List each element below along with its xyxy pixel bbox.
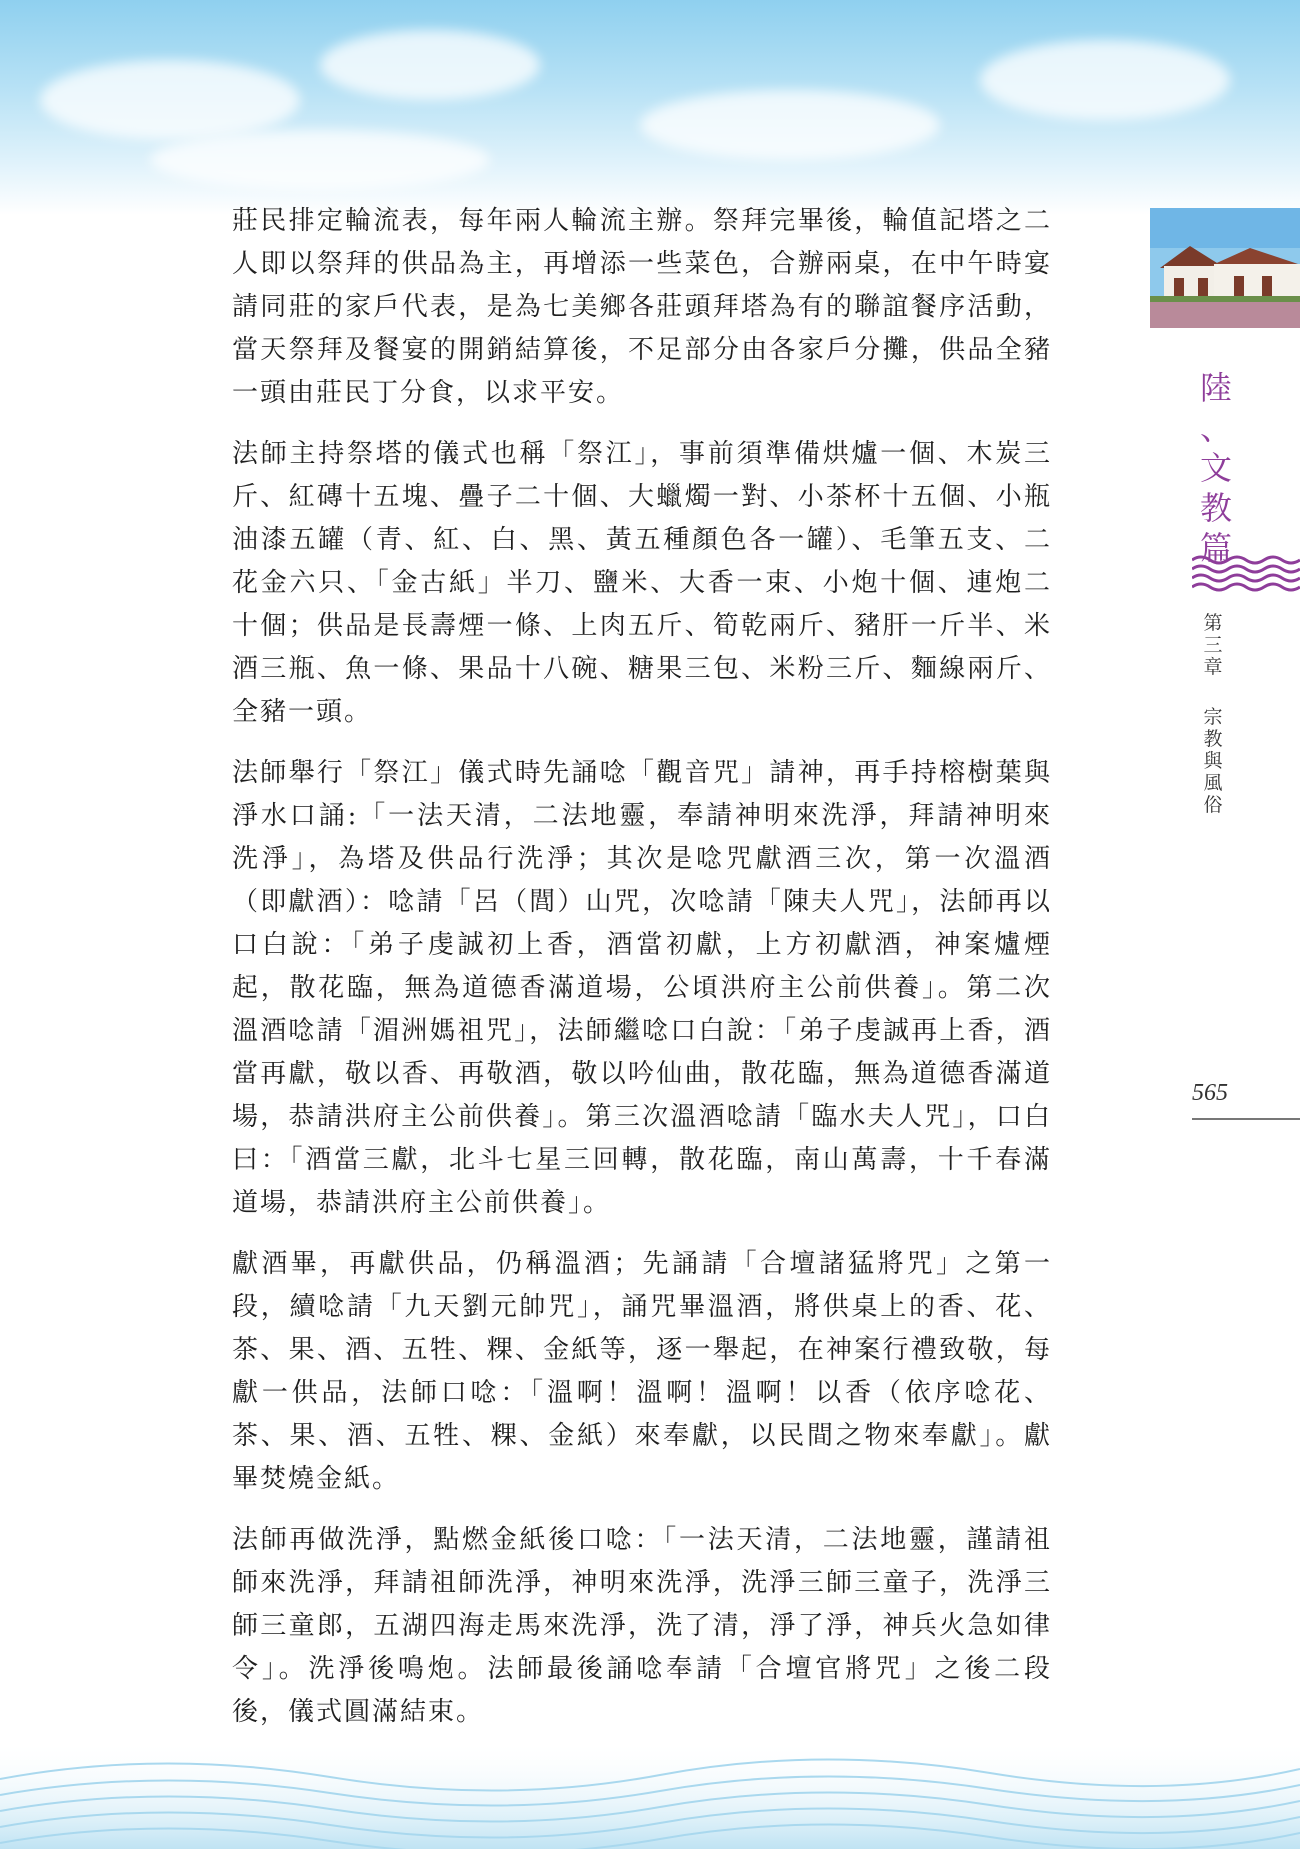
chapter-char: 俗 xyxy=(1203,794,1223,816)
chapter-char: 第 xyxy=(1203,612,1223,634)
chapter-char: 風 xyxy=(1203,772,1223,794)
paragraph-3: 法師舉行「祭江」儀式時先誦唸「觀音咒」請神，再手持榕樹葉與淨水口誦:「一法天清，二法地靈，奉請神明來洗淨，拜請神明來洗淨」，為塔及供品行洗淨；其次是唸咒獻酒三次，第一次溫酒（即獻酒）：唸請「呂（閭）山咒，次唸請「陳夫人咒」，法師再以口白說：「弟子虔誠初上香，酒當初獻，上方初獻酒，神案爐煙起，散花臨，無為道德香滿道場，公頃洪府主公前供養」。第二次溫酒唸請「湄洲媽祖咒」，法師繼唸口白說：「弟子虔誠再上香，酒當再獻，敬以香、再敬酒，敬以吟仙曲，散花臨，無為道德香滿道場，恭請洪府主公前供養」。第三次溫酒唸請「臨水夫人咒」，口白曰：「酒當三獻，北斗七星三回轉，散花臨，南山萬壽，十千春滿道場，恭請洪府主公前供養」。 xyxy=(232,758,1052,1218)
section-char: 文 xyxy=(1199,449,1232,487)
paragraph-5: 法師再做洗淨，點燃金紙後口唸：「一法天清，二法地靈，謹請祖師來洗淨，拜請祖師洗淨，神明來洗淨，洗淨三師三童子，洗淨三師三童郎，五湖四海走馬來洗淨，洗了清，淨了淨，神兵火急如律令」。洗淨後鳴炮。法師最後誦唸奉請「合壇官將咒」之後二段後，儀式圓滿結束。 xyxy=(232,1525,1052,1727)
chapter-char: 三 xyxy=(1203,634,1223,656)
page-number-rule xyxy=(1192,1118,1300,1120)
header-sky-background xyxy=(0,0,1300,215)
chapter-char: 宗 xyxy=(1203,706,1223,728)
side-thumbnail-photo xyxy=(1150,208,1300,328)
paragraph-1: 莊民排定輪流表，每年兩人輪流主辦。祭拜完畢後，輪值記塔之二人即以祭拜的供品為主，再增添一些菜色，合辦兩桌，在中午時宴請同莊的家戶代表，是為七美鄉各莊頭拜塔為有的聯誼餐序活動，當天祭拜及餐宴的開銷結算後，不足部分由各家戶分攤，供品全豬一頭由莊民丁分食，以求平安。 xyxy=(232,206,1052,408)
page-number: 565 xyxy=(1192,1080,1228,1106)
chapter-gap xyxy=(1198,678,1228,706)
section-char: 、 xyxy=(1199,409,1232,447)
chapter-char: 章 xyxy=(1203,656,1223,678)
section-char: 教 xyxy=(1199,489,1232,527)
main-body-text xyxy=(232,200,1052,1752)
wavy-decoration-icon xyxy=(1192,552,1300,592)
chapter-title-vertical xyxy=(1198,612,1228,816)
section-char: 篇 xyxy=(1199,529,1232,567)
footer-wave-decoration xyxy=(0,1739,1300,1849)
chapter-char: 與 xyxy=(1203,750,1223,772)
section-title-vertical xyxy=(1196,368,1236,568)
paragraph-4: 獻酒畢，再獻供品，仍稱溫酒；先誦請「合壇諸猛將咒」之第一段，續唸請「九天劉元帥咒」，誦咒畢溫酒，將供桌上的香、花、茶、果、酒、五牲、粿、金紙等，逐一舉起，在神案行禮致敬，每獻一供品，法師口唸：「溫啊！溫啊！溫啊！以香（依序唸花、茶、果、酒、五牲、粿、金紙）來奉獻，以民間之物來奉獻」。獻畢焚燒金紙。 xyxy=(232,1249,1052,1494)
paragraph-2: 法師主持祭塔的儀式也稱「祭江」，事前須準備烘爐一個、木炭三斤、紅磚十五塊、疊子二十個、大蠟燭一對、小茶杯十五個、小瓶油漆五罐（青、紅、白、黑、黃五種顏色各一罐）、毛筆五支、二花金六只、「金古紙」半刀、鹽米、大香一束、小炮十個、連炮二十個；供品是長壽煙一條、上肉五斤、筍乾兩斤、豬肝一斤半、米酒三瓶、魚一條、果品十八碗、糖果三包、米粉三斤、麵線兩斤、全豬一頭。 xyxy=(232,439,1052,727)
chapter-char: 教 xyxy=(1203,728,1223,750)
section-char: 陸 xyxy=(1199,369,1232,407)
